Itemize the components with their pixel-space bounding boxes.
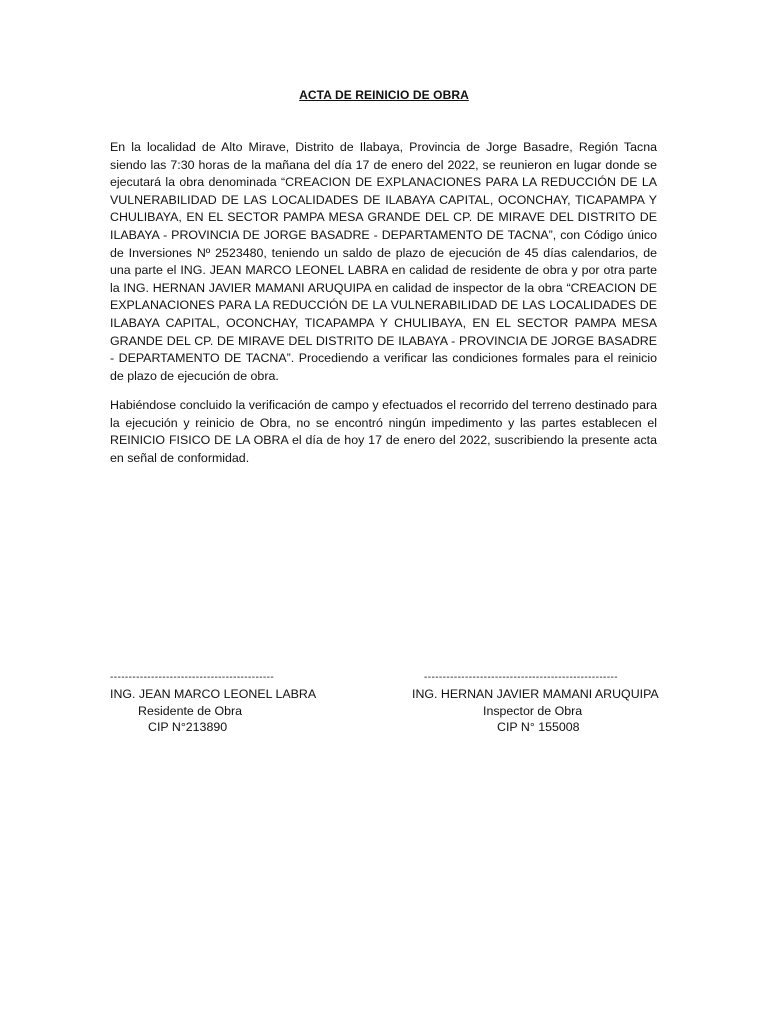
signature-role-resident: Residente de Obra [138,704,243,718]
signature-cip-inspector: CIP N° 155008 [497,720,580,734]
signature-name-inspector: ING. HERNAN JAVIER MAMANI ARUQUIPA [412,687,659,701]
paragraph-intro: En la localidad de Alto Mirave, Distrito de Ilabaya, Provincia de Jorge Basadre, Región Tacna siendo las 7:30 horas de la mañana del día 17 de enero del 2022, se reunieron en lugar donde se ejecutará la obra denominada “CREACION DE EXPLANACIONES PARA LA REDUCCIÓN DE LA VULNERABILIDAD DE LAS LOCALIDADES DE ILABAYA CAPITAL, OCONCHAY, TICAPAMPA Y CHULIBAYA, EN EL SECTOR PAMPA MESA GRANDE DEL CP. DE MIRAVE DEL DISTRITO DE ILABAYA - PROVINCIA DE JORGE BASADRE - DEPARTAMENTO DE TACNA”, con Código único de Inversiones Nº 2523480, teniendo un saldo de plazo de ejecución de 45 días calendarios, de una parte el ING. JEAN MARCO LEONEL LABRA en calidad de residente de obra y por otra parte la ING. HERNAN JAVIER MAMANI ARUQUIPA en calidad de inspector de la obra “CREACION DE EXPLANACIONES PARA LA REDUCCIÓN DE LA VULNERABILIDAD DE LAS LOCALIDADES DE ILABAYA CAPITAL, OCONCHAY, TICAPAMPA Y CHULIBAYA, EN EL SECTOR PAMPA MESA GRANDE DEL CP. DE MIRAVE DEL DISTRITO DE ILABAYA - PROVINCIA DE JORGE BASADRE - DEPARTAMENTO DE TACNA”. Procediendo a verificar las condiciones formales para el reinicio de plazo de ejecución de obra. [110,140,657,383]
document-title: ACTA DE REINICIO DE OBRA [299,88,469,102]
paragraph-conclusion: Habiéndose concluido la verificación de campo y efectuados el recorrido del terreno destinado para la ejecución y reinicio de Obra, no se encontró ningún impedimento y las partes establecen el REINICIO FISICO DE LA OBRA el día de hoy 17 de enero del 2022, suscribiendo la presente acta en señal de conformidad. [110,398,657,465]
signature-cip-resident: CIP N°213890 [148,720,228,734]
signature-name-resident: ING. JEAN MARCO LEONEL LABRA [110,687,317,701]
signature-role-inspector: Inspector de Obra [483,704,583,718]
signature-line-right: ---------------------------------------------------- [424,672,618,683]
signature-line-left: -------------------------------------------- [110,672,275,683]
